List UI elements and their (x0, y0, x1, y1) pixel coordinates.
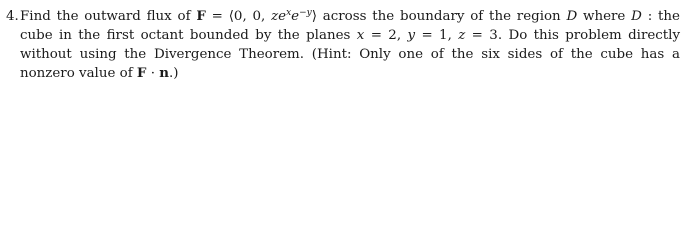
problem-number: 4. (6, 9, 19, 24)
math-e: e (291, 9, 300, 24)
text: = ⟨0, 0, (205, 9, 272, 24)
problem-text (6, 7, 680, 83)
text: = 1, (415, 28, 459, 43)
text: = 3. (465, 28, 503, 43)
text: nonzero value of (20, 66, 137, 81)
exp-x: x (286, 8, 292, 18)
vector-n: n (159, 65, 169, 81)
math-D: D (631, 9, 642, 24)
text: : the (641, 9, 680, 24)
text: .) (168, 66, 179, 81)
vector-F: F (196, 8, 206, 24)
text: without using the Divergence Theorem. (Hint: Only one of the six sides of the cube has a (20, 47, 680, 62)
text: = 2, (364, 28, 408, 43)
math-y: y (407, 28, 416, 43)
exp-neg-y: −y (299, 8, 312, 18)
problem-line-1 (6, 7, 680, 26)
math-ze: ze (271, 9, 287, 24)
problem-line-3 (6, 45, 680, 64)
math-D: D (566, 9, 578, 24)
problem-line-2 (6, 26, 680, 45)
text: ⟩ (311, 9, 317, 24)
math-x: x (356, 28, 365, 43)
vector-F: F (136, 65, 147, 81)
text: cube in the first octant bounded by the planes (20, 28, 357, 43)
math-z: z (458, 28, 466, 43)
text: Do this problem directly (502, 28, 681, 43)
text: · (146, 66, 160, 81)
problem-line-4 (6, 64, 680, 83)
text: Find the outward flux of (20, 9, 191, 24)
text: across the boundary of the region (316, 9, 567, 24)
text: where (577, 9, 632, 24)
